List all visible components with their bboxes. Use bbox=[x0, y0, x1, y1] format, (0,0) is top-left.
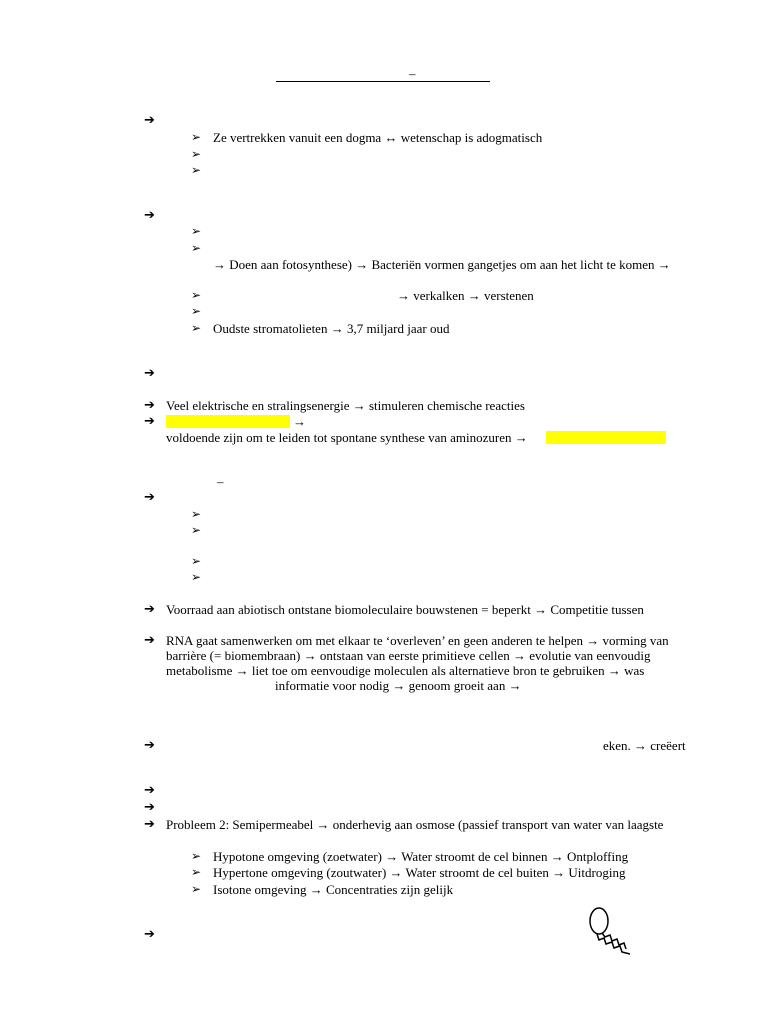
sub-bullet: ➢ bbox=[191, 882, 202, 896]
sub-bullet: ➢ bbox=[191, 865, 202, 879]
line-energie: Veel elektrische en stralingsenergie → stimuleren chemische reacties bbox=[166, 398, 525, 413]
sub-bullet: ➢ bbox=[191, 224, 202, 238]
arrow-bullet: ➔ bbox=[144, 208, 155, 223]
line-voorraad: Voorraad aan abiotisch ontstane biomoleculaire bouwstenen = beperkt → Competitie tussen bbox=[166, 602, 644, 617]
arrow-bullet: ➔ bbox=[144, 800, 155, 815]
sub-bullet: ➢ bbox=[191, 554, 202, 568]
section-dash: – bbox=[217, 474, 224, 489]
item-hypotone: Hypotone omgeving (zoetwater) → Water stroomt de cel binnen → Ontploffing bbox=[213, 849, 629, 864]
item-isotone: Isotone omgeving → Concentraties zijn gelijk bbox=[213, 882, 454, 897]
arrow-bullet: ➔ bbox=[144, 113, 155, 128]
line-aminozuren: voldoende zijn om te leiden tot spontane synthese van aminozuren → bbox=[166, 430, 528, 445]
line-fotosynthese: → Doen aan fotosynthese) → Bacteriën vormen gangetjes om aan het licht te komen → bbox=[213, 257, 671, 272]
highlight-block bbox=[546, 431, 666, 444]
rna-line-2: barrière (= biomembraan) → ontstaan van eerste primitieve cellen → evolutie van eenvoudig bbox=[166, 648, 651, 663]
sub-bullet: ➢ bbox=[191, 570, 202, 584]
arrow-bullet: ➔ bbox=[144, 738, 155, 753]
arrow-bullet: ➔ bbox=[144, 414, 155, 429]
arrow-bullet: ➔ bbox=[144, 633, 155, 648]
title-underline bbox=[276, 81, 490, 82]
sub-bullet: ➢ bbox=[191, 147, 202, 161]
sub-bullet: ➢ bbox=[191, 507, 202, 521]
sub-bullet: ➢ bbox=[191, 288, 202, 302]
line-arrow: → bbox=[293, 414, 306, 429]
line-eken: eken. → creëert bbox=[603, 738, 686, 753]
cell-burst-drawing bbox=[584, 904, 638, 960]
sub-bullet: ➢ bbox=[191, 241, 202, 255]
sub-bullet: ➢ bbox=[191, 523, 202, 537]
rna-line-4: informatie voor nodig → genoom groeit aan → bbox=[275, 678, 522, 693]
sub-bullet: ➢ bbox=[191, 849, 202, 863]
rna-line-1: RNA gaat samenwerken om met elkaar te ‘overleven’ en geen anderen te helpen → vorming van bbox=[166, 633, 669, 648]
arrow-bullet: ➔ bbox=[144, 398, 155, 413]
arrow-bullet: ➔ bbox=[144, 366, 155, 381]
arrow-bullet: ➔ bbox=[144, 817, 155, 832]
line-probleem-2: Probleem 2: Semipermeabel → onderhevig aan osmose (passief transport van water van laagste bbox=[166, 817, 664, 832]
item-oudste-stromatolieten: Oudste stromatolieten → 3,7 miljard jaar oud bbox=[213, 321, 450, 336]
sub-bullet: ➢ bbox=[191, 163, 202, 177]
arrow-bullet: ➔ bbox=[144, 490, 155, 505]
item-hypertone: Hypertone omgeving (zoutwater) → Water stroomt de cel buiten → Uitdroging bbox=[213, 865, 626, 880]
arrow-bullet: ➔ bbox=[144, 783, 155, 798]
arrow-bullet: ➔ bbox=[144, 927, 155, 942]
item-verkalken: → verkalken → verstenen bbox=[397, 288, 534, 303]
rna-line-3: metabolisme → liet toe om eenvoudige moleculen als alternatieve bron te gebruiken → was bbox=[166, 663, 645, 678]
arrow-bullet: ➔ bbox=[144, 602, 155, 617]
item-dogma: Ze vertrekken vanuit een dogma ↔ wetenschap is adogmatisch bbox=[213, 130, 543, 145]
title-dash: – bbox=[409, 66, 416, 81]
sub-bullet: ➢ bbox=[191, 130, 202, 144]
sub-bullet: ➢ bbox=[191, 321, 202, 335]
sub-bullet: ➢ bbox=[191, 304, 202, 318]
highlight-block bbox=[166, 415, 290, 428]
